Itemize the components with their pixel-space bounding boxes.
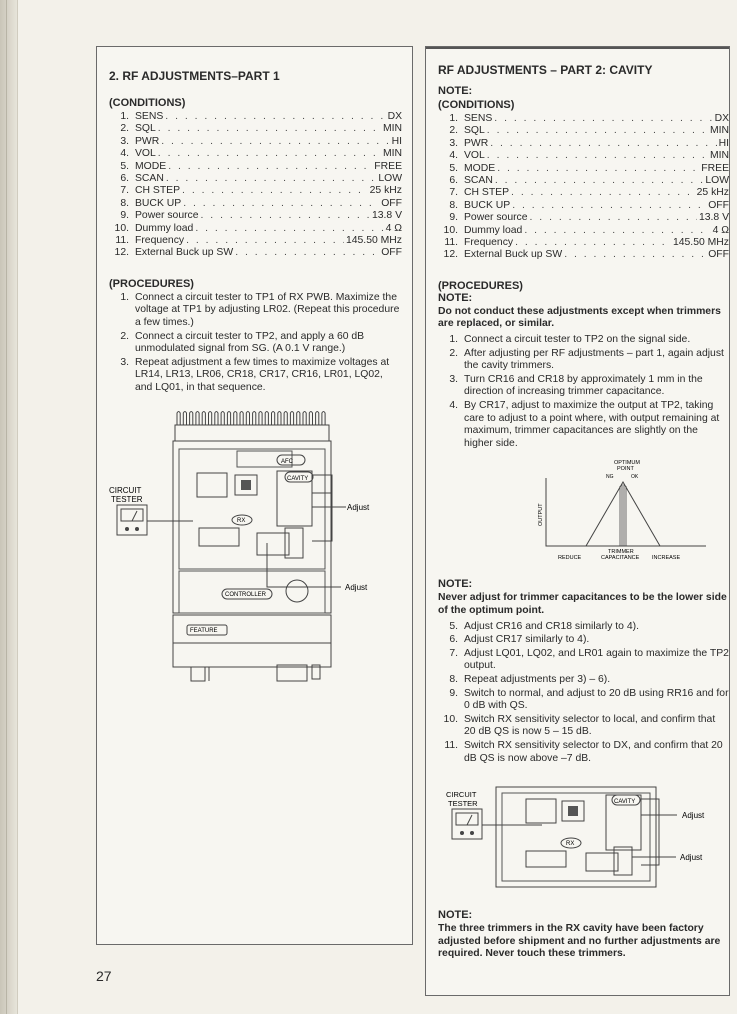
procedure-text: Adjust CR17 similarly to 4). xyxy=(464,634,590,646)
condition-label: BUCK UP xyxy=(135,197,182,209)
condition-label: VOL xyxy=(135,148,156,160)
procedure-text: Connect a circuit tester to TP2, and apply a 60 dB unmodulated signal from SG. (A 0.1 V range.) xyxy=(135,330,365,355)
procedure-number: 2. xyxy=(449,347,458,359)
ng-label: NG xyxy=(606,474,614,481)
page-number: 27 xyxy=(96,968,112,984)
condition-number: 7. xyxy=(449,187,458,199)
condition-item xyxy=(436,200,729,212)
condition-value: HI xyxy=(391,135,402,147)
condition-number: 11. xyxy=(115,235,129,247)
top-rule xyxy=(426,47,729,49)
procedure-number: 7. xyxy=(449,647,458,659)
cavity-label: CAVITY xyxy=(287,476,309,482)
heatsink-fin xyxy=(322,412,325,426)
leader-dots xyxy=(235,247,379,259)
leader-dots xyxy=(494,113,712,125)
procedures-heading-part1: (PROCEDURES) xyxy=(109,277,194,290)
panel-rf-part1 xyxy=(96,46,413,945)
condition-label: CH STEP xyxy=(464,187,510,199)
condition-item xyxy=(107,210,402,222)
condition-number: 2. xyxy=(120,123,129,135)
procedure-item xyxy=(436,714,729,739)
procedure-number: 11. xyxy=(444,739,458,751)
condition-value: DX xyxy=(387,111,402,122)
procedures-list-part2a xyxy=(436,334,729,450)
controller-label: CONTROLLER xyxy=(225,592,267,598)
conditions-list-part2 xyxy=(436,113,729,262)
condition-label: VOL xyxy=(464,150,485,162)
note2-text: Never adjust for trimmer capacitances to be the lower side of the optimum point. xyxy=(438,592,727,616)
procedure-item xyxy=(107,292,402,330)
procedure-item xyxy=(436,621,729,634)
leader-dots xyxy=(564,249,706,261)
heatsink-fin xyxy=(234,412,237,426)
trimmer-label: TRIMMER xyxy=(608,549,634,556)
procedure-text: Repeat adjustments per 3) – 6). xyxy=(464,673,611,685)
leader-dots xyxy=(490,138,716,150)
heatsink-fin xyxy=(316,412,319,426)
condition-item xyxy=(436,138,729,150)
leader-dots xyxy=(166,173,376,185)
leader-dots xyxy=(182,185,368,197)
procedure-item xyxy=(436,634,729,647)
heatsink-fin xyxy=(297,412,300,426)
condition-item xyxy=(436,249,729,261)
procedure-item xyxy=(436,648,729,673)
condition-number: 10. xyxy=(443,224,458,236)
condition-value: 4 Ω xyxy=(385,222,402,234)
leader-dots xyxy=(487,150,708,162)
heatsink-fin xyxy=(290,412,293,426)
condition-label: SQL xyxy=(464,125,485,137)
condition-number: 6. xyxy=(120,173,129,185)
condition-item xyxy=(436,187,729,199)
tester2-label-2: TESTER xyxy=(448,799,478,809)
condition-item xyxy=(436,125,729,137)
leader-dots xyxy=(195,223,383,235)
procedure-text: After adjusting per RF adjustments – part 1, again adjust the cavity trimmers. xyxy=(464,347,724,372)
procedures-list-part1 xyxy=(107,292,402,395)
condition-number: 10. xyxy=(114,222,129,234)
condition-value: HI xyxy=(718,137,729,149)
condition-value: FREE xyxy=(374,160,402,172)
condition-item xyxy=(436,113,729,125)
page-edge xyxy=(0,0,18,1014)
note1-text: Do not conduct these adjustments except when trimmers are replaced, or similar. xyxy=(438,305,721,330)
procedure-item xyxy=(436,740,729,765)
leader-dots xyxy=(168,161,372,173)
condition-label: SENS xyxy=(135,111,164,122)
procedure-number: 3. xyxy=(120,356,129,368)
procedure-item xyxy=(436,674,729,687)
condition-value: OFF xyxy=(708,199,729,211)
condition-label: SENS xyxy=(464,113,493,124)
condition-value: LOW xyxy=(705,175,729,187)
procedure-text: Switch to normal, and adjust to 20 dB using RR16 and for 0 dB with QS. xyxy=(464,687,729,712)
condition-number: 11. xyxy=(444,237,458,249)
heatsink-fin xyxy=(209,412,212,426)
leader-dots xyxy=(487,125,708,137)
condition-item xyxy=(436,175,729,187)
condition-value: MIN xyxy=(382,123,402,135)
leader-dots xyxy=(165,111,385,123)
procedure-text: Switch RX sensitivity selector to local, and confirm that 20 dB QS is now 5 – 15 dB. xyxy=(464,713,716,738)
condition-label: SCAN xyxy=(464,175,493,187)
condition-value: MIN xyxy=(709,125,729,137)
procedure-text: Switch RX sensitivity selector to DX, and confirm that 20 dB QS is now above –7 dB. xyxy=(464,739,723,764)
condition-item xyxy=(107,136,402,148)
procedure-text: Connect a circuit tester to TP2 on the signal side. xyxy=(464,334,691,346)
conditions-list-part1 xyxy=(107,111,402,260)
note2-heading: NOTE: xyxy=(438,578,473,591)
adjust-label-2: Adjust xyxy=(345,583,368,592)
procedure-number: 5. xyxy=(449,620,458,632)
heatsink-fin xyxy=(246,412,249,426)
condition-item xyxy=(107,223,402,235)
condition-label: Dummy load xyxy=(464,224,523,236)
condition-label: Power source xyxy=(135,210,199,222)
heatsink-fin xyxy=(272,412,275,426)
condition-value: OFF xyxy=(708,249,729,261)
heatsink-fin xyxy=(196,412,199,426)
heatsink-fin xyxy=(265,412,268,426)
note3-heading: NOTE: xyxy=(438,909,473,922)
condition-value: OFF xyxy=(381,197,402,209)
tester2-label-1: CIRCUIT xyxy=(446,790,477,800)
condition-number: 1. xyxy=(449,113,458,124)
procedure-text: Adjust LQ01, LQ02, and LR01 again to maximize the TP2 output. xyxy=(464,647,729,672)
procedure-number: 6. xyxy=(449,634,458,646)
condition-number: 5. xyxy=(449,162,458,174)
procedure-number: 8. xyxy=(449,673,458,685)
afc-label: AFC xyxy=(281,459,293,465)
note-heading-top: NOTE: xyxy=(438,85,473,97)
condition-label: SCAN xyxy=(135,173,164,185)
section-title-part2: RF ADJUSTMENTS – PART 2: CAVITY xyxy=(438,63,653,77)
condition-item xyxy=(107,161,402,173)
transceiver-diagram-part1 xyxy=(107,403,407,693)
procedure-item xyxy=(107,357,402,395)
condition-value: 25 kHz xyxy=(369,185,402,197)
condition-value: 25 kHz xyxy=(696,187,729,199)
heatsink-fin xyxy=(177,412,180,426)
procedure-number: 1. xyxy=(120,291,129,303)
section-title-part1: 2. RF ADJUSTMENTS–PART 1 xyxy=(109,69,280,83)
tester-label-2: TESTER xyxy=(111,495,143,504)
adjust2-label-1: Adjust xyxy=(682,811,705,821)
procedure-item xyxy=(436,400,729,450)
condition-label: CH STEP xyxy=(135,185,181,197)
condition-item xyxy=(107,235,402,247)
heatsink-fin xyxy=(183,412,186,426)
condition-number: 12. xyxy=(443,249,458,261)
procedure-item xyxy=(436,688,729,713)
page-edge-lines xyxy=(6,0,18,1014)
condition-value: FREE xyxy=(701,162,729,174)
panel-rf-part2 xyxy=(425,46,730,996)
condition-number: 12. xyxy=(114,247,129,259)
procedures-list-part2b xyxy=(436,621,729,766)
condition-value: 13.8 V xyxy=(698,212,729,224)
heatsink-fin xyxy=(227,412,230,426)
condition-number: 3. xyxy=(449,137,458,149)
procedure-text: By CR17, adjust to maximize the output at TP2, taking care to adjust to a point where, with output remaining at maximum, trimmer capacitances are slightly on the higher side. xyxy=(464,400,720,449)
procedure-number: 9. xyxy=(449,687,458,699)
condition-item xyxy=(107,173,402,185)
condition-number: 8. xyxy=(449,199,458,211)
condition-label: External Buck up SW xyxy=(135,247,234,259)
leader-dots xyxy=(511,187,695,199)
condition-value: 4 Ω xyxy=(712,224,729,236)
condition-item xyxy=(107,123,402,135)
transceiver-diagram-part2 xyxy=(446,785,726,895)
feature-label: FEATURE xyxy=(190,628,218,634)
condition-item xyxy=(436,237,729,249)
condition-value: LOW xyxy=(378,173,402,185)
condition-value: MIN xyxy=(709,150,729,162)
heatsink-fin xyxy=(253,412,256,426)
heatsink-fin xyxy=(215,412,218,426)
leader-dots xyxy=(524,225,710,237)
condition-value: 145.50 MHz xyxy=(672,237,729,249)
heatsink-fin xyxy=(278,412,281,426)
condition-item xyxy=(436,225,729,237)
tester-label-1: CIRCUIT xyxy=(109,486,142,495)
condition-label: External Buck up SW xyxy=(464,249,563,261)
leader-dots xyxy=(512,200,706,212)
condition-number: 1. xyxy=(120,111,129,122)
optimum-label-2: POINT xyxy=(617,466,634,473)
condition-label: Frequency xyxy=(464,237,514,249)
condition-value: OFF xyxy=(381,247,402,259)
procedure-number: 4. xyxy=(449,400,458,412)
condition-number: 8. xyxy=(120,197,129,209)
condition-number: 7. xyxy=(120,185,129,197)
conditions-heading-part1: (CONDITIONS) xyxy=(109,97,186,109)
procedure-item xyxy=(107,331,402,356)
condition-item xyxy=(107,111,402,123)
condition-item xyxy=(107,198,402,210)
rx2-label: RX xyxy=(566,841,575,848)
heatsink-fin xyxy=(284,412,287,426)
condition-number: 6. xyxy=(449,175,458,187)
condition-value: MIN xyxy=(382,148,402,160)
heatsink-fin xyxy=(190,412,193,426)
condition-label: SQL xyxy=(135,123,156,135)
leader-dots xyxy=(183,198,379,210)
leader-dots xyxy=(158,148,381,160)
adjust2-label-2: Adjust xyxy=(680,853,703,863)
condition-label: BUCK UP xyxy=(464,199,511,211)
leader-dots xyxy=(515,237,671,249)
optimum-label-1: OPTIMUM xyxy=(614,460,640,467)
procedure-text: Adjust CR16 and CR18 similarly to 4). xyxy=(464,620,639,632)
procedure-item xyxy=(436,348,729,373)
cavity2-label: CAVITY xyxy=(614,799,636,806)
leader-dots xyxy=(161,136,389,148)
leader-dots xyxy=(186,235,344,247)
condition-number: 4. xyxy=(120,148,129,160)
condition-label: Dummy load xyxy=(135,222,194,234)
increase-label: INCREASE xyxy=(652,555,681,562)
procedure-item xyxy=(436,374,729,399)
procedure-number: 1. xyxy=(449,334,458,346)
condition-label: MODE xyxy=(464,162,496,174)
leader-dots xyxy=(497,163,699,175)
condition-number: 3. xyxy=(120,135,129,147)
adjust-label-1: Adjust xyxy=(347,503,370,512)
note3-text: The three trimmers in the RX cavity have been factory adjusted before shipment and no further adjustments are required. Never touch these trimmers. xyxy=(438,923,721,960)
condition-value: 13.8 V xyxy=(371,210,402,222)
condition-item xyxy=(107,247,402,259)
procedure-text: Connect a circuit tester to TP1 of RX PWB. Maximize the voltage at TP1 by adjusting LR02. (Repeat this procedure a few times.) xyxy=(135,291,400,329)
leader-dots xyxy=(158,123,381,135)
note1-heading: NOTE: xyxy=(438,291,473,304)
reduce-label: REDUCE xyxy=(558,555,582,562)
procedures-heading-part2: (PROCEDURES) xyxy=(438,279,523,292)
condition-item xyxy=(436,212,729,224)
rx-label: RX xyxy=(237,518,246,524)
conditions-heading-part2: (CONDITIONS) xyxy=(438,99,515,111)
heatsink-fin xyxy=(221,412,224,426)
condition-item xyxy=(107,185,402,197)
condition-item xyxy=(436,163,729,175)
condition-number: 5. xyxy=(120,160,129,172)
procedure-number: 2. xyxy=(120,330,129,342)
heatsink-fin xyxy=(240,412,243,426)
capacitance-label: CAPACITANCE xyxy=(601,555,640,562)
heatsink-fin xyxy=(303,412,306,426)
condition-number: 2. xyxy=(449,125,458,137)
procedure-item xyxy=(436,334,729,347)
condition-item xyxy=(107,148,402,160)
heatsink-fin xyxy=(259,412,262,426)
condition-label: MODE xyxy=(135,160,167,172)
condition-value: 145.50 MHz xyxy=(345,235,402,247)
condition-value: DX xyxy=(714,113,729,124)
leader-dots xyxy=(530,212,697,224)
procedure-text: Repeat adjustment a few times to maximize voltages at LR14, LR13, LR06, CR18, CR17, CR16, LR01, LQ02, and LQ01, in that sequence. xyxy=(135,356,390,394)
condition-label: Power source xyxy=(464,212,528,224)
optimum-point-graph xyxy=(486,456,726,568)
output-axis-label: OUTPUT xyxy=(538,503,544,527)
heatsink-fin xyxy=(309,412,312,426)
condition-number: 9. xyxy=(120,210,129,222)
procedure-number: 3. xyxy=(449,373,458,385)
condition-label: PWR xyxy=(135,135,160,147)
procedure-number: 10. xyxy=(443,713,458,725)
condition-number: 4. xyxy=(449,150,458,162)
condition-label: PWR xyxy=(464,137,489,149)
leader-dots xyxy=(495,175,703,187)
condition-item xyxy=(436,150,729,162)
leader-dots xyxy=(201,210,370,222)
condition-number: 9. xyxy=(449,212,458,224)
heatsink-fin xyxy=(202,412,205,426)
condition-label: Frequency xyxy=(135,235,185,247)
procedure-text: Turn CR16 and CR18 by approximately 1 mm in the direction of increasing trimmer capacitance. xyxy=(464,373,703,398)
ok-label: OK xyxy=(631,474,639,481)
